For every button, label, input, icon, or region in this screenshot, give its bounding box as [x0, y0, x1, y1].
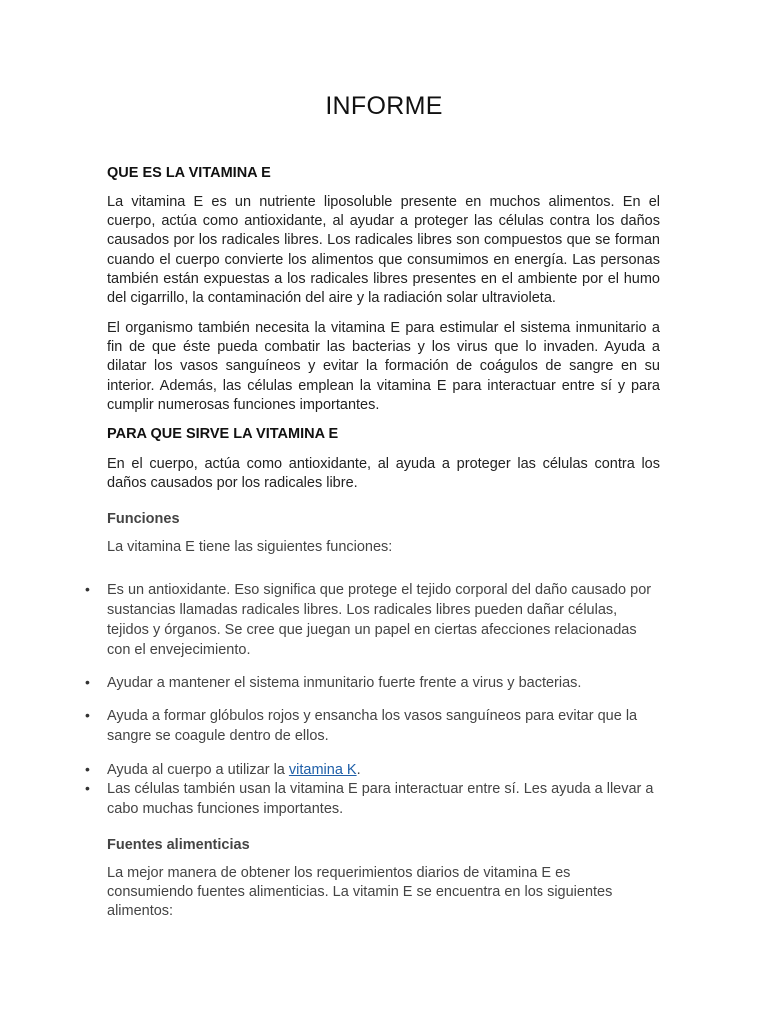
bullet-icon: •: [85, 707, 90, 723]
list-item-text: Las células también usan la vitamina E para interactuar entre sí. Les ayuda a llevar a cabo muchas funciones importantes.: [107, 781, 654, 817]
document-title: INFORME: [325, 92, 443, 120]
bullet-icon: •: [85, 674, 90, 690]
paragraph-fuentes: La mejor manera de obtener los requerimientos diarios de vitamina E es consumiendo fuentes alimenticias. La vitamin E se encuentra en los siguientes alimentos:: [107, 865, 613, 920]
list-item-text: Es un antioxidante. Eso significa que protege el tejido corporal del daño causado por sustancias llamadas radicales libres. Los radicales libres pueden dañar células, tejidos y órganos. Se cree que juegan un papel en ciertas afecciones relacionadas con el envejecimiento.: [107, 582, 652, 658]
paragraph-para-que-sirve: En el cuerpo, actúa como antioxidante, al ayuda a proteger las células contra los daños causados por los radicales libre.: [107, 456, 660, 492]
list-item-prefix: Ayuda al cuerpo a utilizar la: [107, 762, 289, 778]
paragraph-funciones-intro: La vitamina E tiene las siguientes funciones:: [107, 539, 393, 555]
bullet-icon: •: [85, 780, 90, 796]
paragraph-que-es-2: El organismo también necesita la vitamina E para estimular el sistema inmunitario a fin de que éste pueda combatir las bacterias y los virus que lo invaden. Ayuda a dilatar los vasos sanguíneos y evitar la formación de coágulos de sangre en su interior. Además, las células emplean la vitamina E para interactuar entre sí y para cumplir numerosas funciones importantes.: [107, 320, 660, 413]
paragraph-que-es-1: La vitamina E es un nutriente liposoluble presente en muchos alimentos. En el cuerpo, actúa como antioxidante, al ayudar a proteger las células contra los daños causados por los radicales libres. Los radicales libres son compuestos que se forman cuando el cuerpo convierte los alimentos que consumimos en energía. Las personas también están expuestas a los radicales libres presentes en el ambiente por el humo del cigarrillo, la contaminación del aire y la radiación solar ultravioleta.: [107, 194, 660, 307]
bullet-icon: •: [85, 761, 90, 777]
vitamina-k-link[interactable]: vitamina K: [288, 762, 357, 778]
heading-fuentes-alimenticias: Fuentes alimenticias: [107, 837, 250, 853]
heading-funciones: Funciones: [107, 511, 180, 527]
heading-para-que-sirve: PARA QUE SIRVE LA VITAMINA E: [107, 426, 339, 442]
list-item-text: Ayudar a mantener el sistema inmunitario fuerte frente a virus y bacterias.: [107, 675, 582, 691]
bullet-icon: •: [85, 581, 90, 597]
list-item-text: [107, 760, 662, 780]
list-item-text: Ayuda a formar glóbulos rojos y ensancha los vasos sanguíneos para evitar que la sangre se coagule dentro de ellos.: [107, 708, 638, 744]
list-item-suffix: .: [356, 762, 361, 778]
heading-que-es: QUE ES LA VITAMINA E: [107, 165, 271, 181]
